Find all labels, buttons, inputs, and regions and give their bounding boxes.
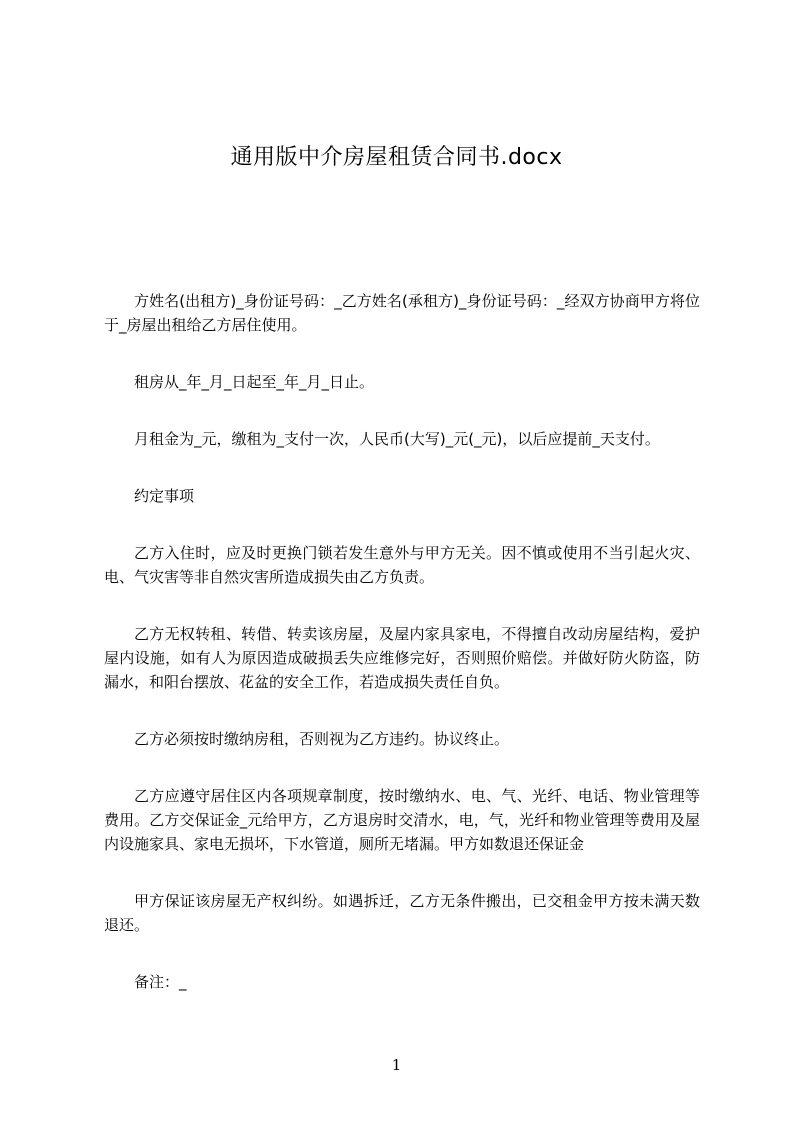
page-number: 1 xyxy=(391,1056,402,1074)
document-title: 通用版中介房屋租赁合同书.docx xyxy=(230,145,563,170)
paragraph-pay-on-time: 乙方必须按时缴纳房租，否则视为乙方违约。协议终止。 xyxy=(134,730,510,748)
paragraph-lease-term: 租房从_年_月_日起至_年_月_日止。 xyxy=(134,373,375,391)
paragraph-no-sublet: 乙方无权转租、转借、转卖该房屋，及屋内家具家电，不得擅自改动房屋结构，爱护屋内设施，如有人为原因造成破损丢失应维修完好，否则照价赔偿。并做好防火防盗，防漏水，和阳台摆放、花盆的安全工作，若造成损失责任自负。 xyxy=(104,625,700,691)
paragraph-remarks: 备注：_ xyxy=(134,973,187,991)
paragraph-parties: 方姓名(出租方)_身份证号码：_乙方姓名(承租方)_身份证号码：_经双方协商甲方将位于_房屋出租给乙方居住使用。 xyxy=(104,292,700,334)
paragraph-rules-deposit: 乙方应遵守居住区内各项规章制度，按时缴纳水、电、气、光纤、电话、物业管理等费用。乙方交保证金_元给甲方，乙方退房时交清水，电，气，光纤和物业管理等费用及屋内设施家具、家电无损坏，下水管道，厕所无堵漏。甲方如数退还保证金 xyxy=(104,787,700,853)
section-heading-agreements: 约定事项 xyxy=(134,487,195,505)
paragraph-rent: 月租金为_元，缴租为_支付一次，人民币(大写)_元(_元)，以后应提前_天支付。 xyxy=(134,430,660,448)
document-body xyxy=(104,289,700,1027)
paragraph-locks-liability: 乙方入住时，应及时更换门锁若发生意外与甲方无关。因不慎或使用不当引起火灾、电、气灾害等非自然灾害所造成损失由乙方负责。 xyxy=(104,544,700,586)
paragraph-property-rights: 甲方保证该房屋无产权纠纷。如遇拆迁，乙方无条件搬出，已交租金甲方按未满天数退还。 xyxy=(104,892,700,934)
